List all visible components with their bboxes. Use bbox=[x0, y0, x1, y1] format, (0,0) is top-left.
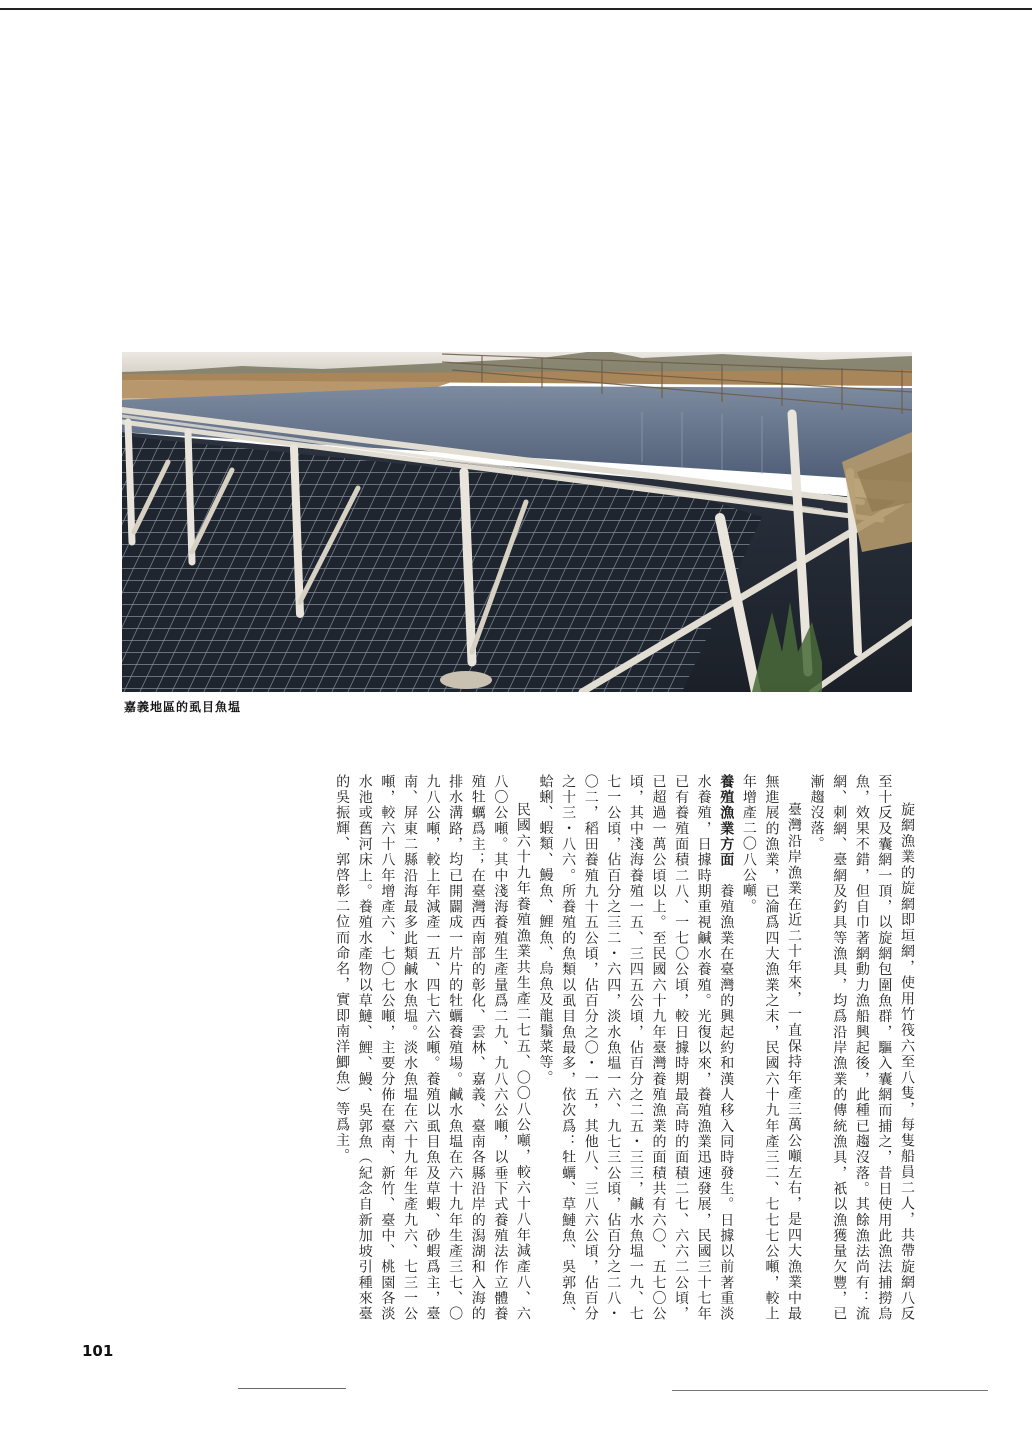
paragraph: 旋網漁業的旋網即垣網，使用竹筏六至八隻，每隻船員二人，共帶旋網八反至十反及囊網一頂，以旋網包圍魚群，驅入囊網而捕之，昔日使用此漁法捕撈烏魚，效果不錯，但自巾著網動力漁船興起後，此種已趨沒落。其餘漁法尚有：流網、刺網、臺網及釣具等漁具，均爲沿岸漁業的傳統漁具，祇以漁獲量欠豐，已漸趨沒落。 bbox=[808, 774, 915, 1322]
page-number: 101 bbox=[82, 1342, 114, 1360]
fish-pond-illustration bbox=[122, 352, 912, 692]
photo-caption: 嘉義地區的虱目魚塭 bbox=[124, 700, 242, 714]
paragraph-text: 養殖漁業在臺灣的興起約和漢人移入同時發生。日據以前著重淡水養殖，日據時期重視鹹水養殖。光復以來，養殖漁業迅速發展，民國三十七年已有養殖面積二八、一七〇公頃，較日據時期最高時的面積二七、六六二公頃，已超過一萬公頃以上。至民國六十九年臺灣養殖漁業的面積共有六〇、五七〇公頃，其中淺海養殖一五、三四五公頃，佔百分之二五・三三，鹹水魚塭一九、七七一公頃，佔百分之三二・六四，淡水魚塭一六、九七三公頃，佔百分之二八・〇二，稻田養殖九十五公頃，佔百分之〇・一五，其他八、三八六公頃，佔百分之十三・八六。所養殖的魚類以虱目魚最多，依次爲：牡蠣、草鰱魚、吳郭魚、蛤蜊、蝦類、鰻魚、鯉魚、烏魚及龍鬚菜等。 bbox=[537, 774, 735, 1322]
paragraph: 臺灣沿岸漁業在近二十年來，一直保持年產三萬公噸左右，是四大漁業中最無進展的漁業，已淪爲四大漁業之末，民國六十九年產三二、七七七公噸，較上年增產二〇八公噸。 bbox=[740, 774, 803, 1322]
top-border-rule bbox=[0, 8, 1032, 10]
article-body bbox=[120, 774, 918, 1322]
section-heading: 養殖漁業方面 bbox=[718, 774, 735, 868]
footer-rule bbox=[238, 1388, 346, 1389]
paragraph: 民國六十九年養殖漁業共生產二七五、〇〇八公噸，較六十八年減產八、六八〇公噸。其中淺海養殖生產量爲二九、九八六公噸，以垂下式養殖法作立體養殖牡蠣爲主；在臺灣西南部的彰化、雲林、嘉義、臺南各縣沿岸的潟湖和入海的排水溝路，均已開闢成一片片的牡蠣養殖場。鹹水魚塭在六十九年生產三七、〇九八公噸，較上年減產一五、四七六公噸。養殖以虱目魚及草蝦、砂蝦爲主，臺南、屏東二縣沿海最多此類鹹水魚塭。淡水魚塭在六十九年生產九六、七三一公噸，較六十八年增產六、七〇七公噸，主要分佈在臺南、新竹、臺中、桃園各淡水池或舊河床上。養殖水產物以草鰱、鯉、鰻、吳郭魚（紀念自新加坡引種來臺的吳振輝、郭啓彰二位而命名，實即南洋鯽魚）等爲主。 bbox=[334, 774, 531, 1322]
footer-rule bbox=[672, 1390, 988, 1391]
fish-pond-photo bbox=[122, 352, 912, 692]
paragraph bbox=[534, 774, 737, 1322]
faded-photo-area bbox=[118, 40, 914, 355]
